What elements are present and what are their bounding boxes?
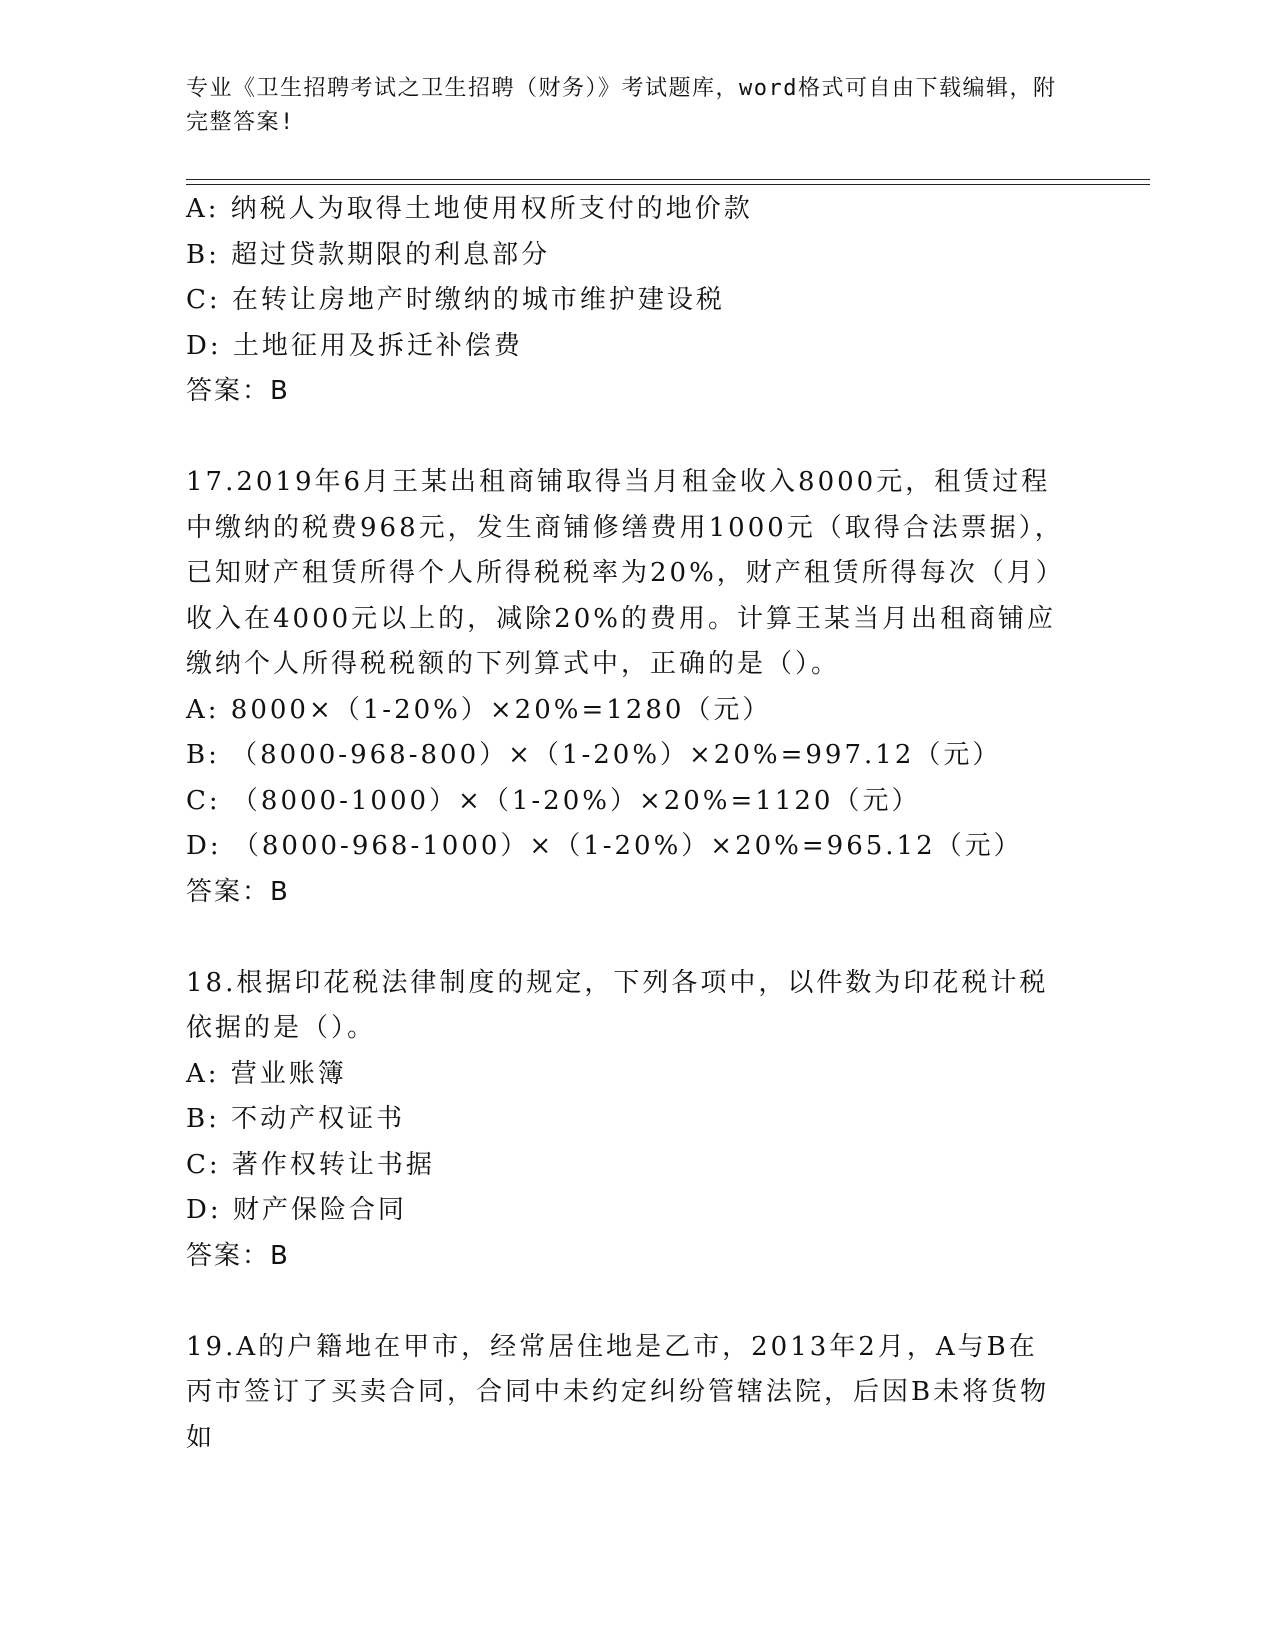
page-header: 专业《卫生招聘考试之卫生招聘（财务）》考试题库，word格式可自由下载编辑，附完整答案! xyxy=(186,76,1057,135)
option-b: B: 不动产权证书 xyxy=(186,1104,406,1134)
option-d: D: 土地征用及拆迁补偿费 xyxy=(186,330,523,361)
option-c: C: 著作权转让书据 xyxy=(186,1149,435,1180)
spacer xyxy=(186,1279,1086,1325)
option-c: C: （8000-1000）×（1-20%）×20%=1120（元） xyxy=(186,785,921,816)
spacer xyxy=(186,915,1086,961)
option-b: B: （8000-968-800）×（1-20%）×20%=997.12（元） xyxy=(186,740,1002,770)
option-c: C: 在转让房地产时缴纳的城市维护建设税 xyxy=(186,285,725,315)
answer: 答案：B xyxy=(186,876,290,907)
option-b: B: 超过贷款期限的利息部分 xyxy=(186,239,551,270)
question-stem: 19.A的户籍地在甲市，经常居住地是乙市，2013年2月，A与B在丙市签订了买卖合同，合同中未约定纠纷管辖法院，后因B未将货物如 xyxy=(186,1331,1050,1453)
question-stem: 18.根据印花税法律制度的规定，下列各项中，以件数为印花税计税依据的是（）。 xyxy=(186,967,1049,1043)
option-d: D: （8000-968-1000）×（1-20%）×20%=965.12（元） xyxy=(186,831,1023,861)
header-divider-bottom xyxy=(186,184,1150,185)
question-16 xyxy=(186,187,1086,415)
option-a: A: 8000×（1-20%）×20%=1280（元） xyxy=(186,694,772,725)
option-a: A: 营业账簿 xyxy=(186,1058,347,1089)
spacer xyxy=(186,415,1086,461)
question-18 xyxy=(186,961,1086,1280)
question-stem: 17.2019年6月王某出租商铺取得当月租金收入8000元，租赁过程中缴纳的税费968元，发生商铺修缮费用1000元（取得合法票据），已知财产租赁所得个人所得税税率为20%，财产租赁所得每次（月）收入在4000元以上的，减除20%的费用。计算王某当月出租商铺应缴纳个人所得税税额的下列算式中，正确的是（）。 xyxy=(186,467,1065,679)
question-list xyxy=(186,187,1086,1461)
answer: 答案：B xyxy=(186,376,290,406)
question-17 xyxy=(186,460,1086,915)
option-a: A: 纳税人为取得土地使用权所支付的地价款 xyxy=(186,194,753,224)
option-d: D: 财产保险合同 xyxy=(186,1195,407,1225)
answer: 答案：B xyxy=(186,1240,290,1271)
question-19 xyxy=(186,1325,1086,1462)
header-divider-top xyxy=(186,179,1150,180)
